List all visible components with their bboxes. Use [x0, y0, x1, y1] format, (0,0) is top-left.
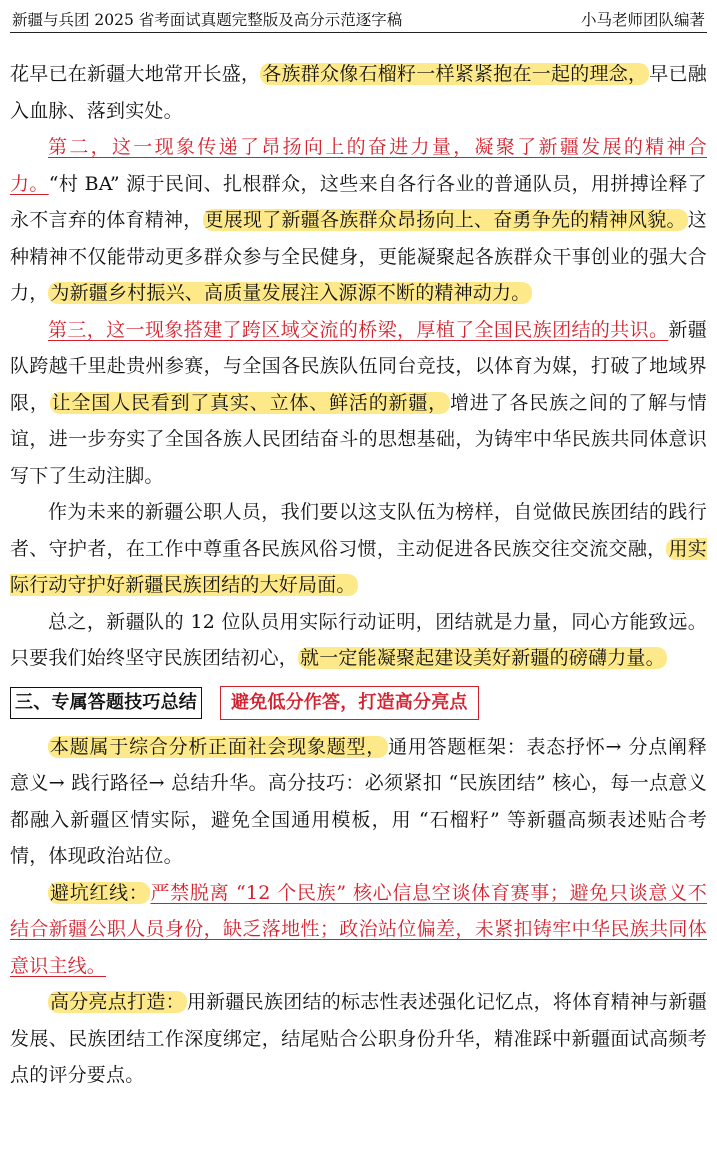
paragraph-1-end: 早已融入血脉、落到实处。 — [10, 63, 707, 122]
point-three-heading: 第三，这一现象搭建了跨区域交流的桥梁，厚植了全国民族团结的共识。 — [48, 318, 669, 341]
section-heading-row — [10, 683, 707, 723]
highlight-5: 就一定能凝聚起建设美好新疆的磅礴力量。 — [300, 647, 665, 669]
highlight-2b: 为新疆乡村振兴、高质量发展注入源源不断的精神动力。 — [50, 282, 531, 304]
paragraph-2 — [10, 129, 707, 312]
paragraph-3-text-a: 新疆队跨越千里赴贵州参赛，与全国各民族队伍同台竞技，以体育为媒，打破了地域界限， — [10, 318, 707, 414]
highlight-6: 本题属于综合分析正面社会现象题型， — [50, 735, 387, 758]
highlight-8: 高分亮点打造： — [50, 991, 185, 1013]
pitfall-warning: 严禁脱离 “12 个民族” 核心信息空谈体育赛事；避免只谈意义不结合新疆公职人员身份，缺乏落地性；政治站位偏差，未紧扣铸牢中华民族共同体意识主线。 — [10, 881, 707, 977]
paragraph-5 — [10, 604, 707, 677]
paragraph-7 — [10, 875, 707, 985]
paragraph-1-text: 花早已在新疆大地常开长盛， — [10, 63, 261, 85]
highlight-2a: 更展现了新疆各族群众昂扬向上、奋勇争先的精神风貌。 — [204, 209, 686, 231]
paragraph-2-text-b: 这种精神不仅能带动更多群众参与全民健身，更能凝聚起各族群众干事创业的强大合力， — [10, 209, 707, 304]
highlight-4: 用实际行动守护好新疆民族团结的大好局面。 — [10, 537, 707, 596]
header-author: 小马老师团队编著 — [580, 11, 705, 29]
highlight-1: 各族群众像石榴籽一样紧紧抱在一起的理念， — [262, 63, 648, 85]
paragraph-4 — [10, 494, 707, 604]
highlight-7: 避坑红线： — [50, 881, 149, 904]
section-tag: 避免低分作答，打造高分亮点 — [220, 686, 479, 720]
paragraph-8-text: 用新疆民族团结的标志性表述强化记忆点，将体育精神与新疆发展、民族团结工作深度绑定，结尾贴合公职身份升华，精准踩中新疆面试高频考点的评分要点。 — [10, 991, 708, 1086]
header-title: 新疆与兵团 2025 省考面试真题完整版及高分示范逐字稿 — [12, 11, 403, 29]
page-header — [10, 0, 707, 33]
paragraph-3 — [10, 312, 707, 495]
paragraph-6 — [10, 729, 707, 875]
point-two-heading: 第二，这一现象传递了昂扬向上的奋进力量，凝聚了新疆发展的精神合力。 — [10, 136, 707, 195]
paragraph-4-text: 作为未来的新疆公职人员，我们要以这支队伍为榜样，自觉做民族团结的践行者、守护者，在工作中尊重各民族风俗习惯，主动促进各民族交往交流交融， — [10, 501, 707, 560]
highlight-3: 让全国人民看到了真实、立体、鲜活的新疆， — [51, 391, 448, 414]
paragraph-5-text: 总之，新疆队的 12 位队员用实际行动证明，团结就是力量，同心方能致远。只要我们始终坚守民族团结初心， — [10, 610, 707, 669]
section-title: 三、专属答题技巧总结 — [10, 687, 202, 719]
paragraph-8 — [10, 984, 707, 1094]
paragraph-3-text-b: 增进了各民族之间的了解与情谊，进一步夯实了全国各族人民团结奋斗的思想基础，为铸牢中华民族共同体意识写下了生动注脚。 — [10, 391, 707, 487]
document-body — [10, 56, 707, 1094]
paragraph-1 — [10, 56, 707, 129]
paragraph-6-text: 通用答题框架：表态抒怀→ 分点阐释意义→ 践行路径→ 总结升华。高分技巧：必须紧扣 “民族团结” 核心，每一点意义都融入新疆区情实际，避免全国通用模板，用 “石榴籽” 等新疆高频表述贴合考情，体现政治站位。 — [10, 735, 707, 867]
paragraph-2-text-a: “村 BA” 源于民间、扎根群众，这些来自各行各业的普通队员，用拼搏诠释了永不言弃的体育精神， — [10, 172, 707, 231]
